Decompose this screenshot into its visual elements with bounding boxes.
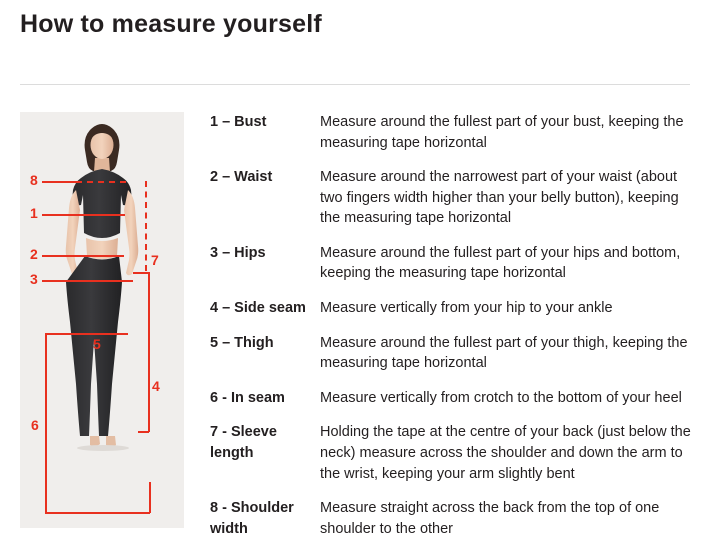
marker-line-4 [148,272,150,432]
marker-line-6 [45,333,47,513]
table-row [210,388,695,409]
marker-number-5: 5 [93,336,101,352]
measurement-label: 8 - Shoulder width [210,500,294,537]
table-row [210,167,695,229]
marker-line-6-top [45,333,67,335]
table-row [210,243,695,284]
page-title: How to measure yourself [20,10,322,38]
marker-number-1: 1 [30,205,38,221]
measurement-description: Holding the tape at the centre of your back (just below the neck) measure across the shoulder and down the arm to the wrist, keeping your arm slightly bent [320,424,691,482]
marker-line-7 [145,181,147,271]
marker-line-8 [76,181,126,183]
measurement-description: Measure vertically from your hip to your ankle [320,300,613,317]
measurement-description: Measure around the narrowest part of your waist (about two fingers width higher than your belly button), keeping the measuring tape horizontal [320,169,679,227]
measurement-table [184,112,695,539]
measurement-description: Measure straight across the back from the top of one shoulder to the other [320,500,660,537]
measurement-label: 3 – Hips [210,244,266,261]
measurement-description: Measure around the fullest part of your hips and bottom, keeping the measuring tape horizontal [320,244,681,282]
measurement-description: Measure around the fullest part of your bust, keeping the measuring tape horizontal [320,114,684,151]
header-divider [20,84,690,85]
marker-line-1 [42,214,125,216]
marker-number-8: 8 [30,172,38,188]
marker-line-3 [42,280,133,282]
measurement-description: Measure vertically from crotch to the bottom of your heel [320,389,682,406]
table-row [210,422,695,484]
marker-number-4: 4 [152,378,160,394]
table-row [210,498,695,539]
leader-line-8 [42,181,76,183]
measurement-label: 6 - In seam [210,389,285,406]
marker-line-6-bottom [45,512,150,514]
marker-line-5 [66,333,128,335]
marker-number-6: 6 [31,417,39,433]
table-row [210,112,695,153]
marker-line-4-bottom [138,431,149,433]
measurement-label: 7 - Sleeve length [210,424,277,461]
guide-content [20,112,695,539]
measurement-figure [20,112,184,528]
measurement-label: 2 – Waist [210,169,273,186]
marker-number-2: 2 [30,246,38,262]
measurement-description: Measure around the fullest part of your thigh, keeping the measuring tape horizontal [320,334,688,372]
marker-number-3: 3 [30,271,38,287]
measurement-label: 4 – Side seam [210,300,306,317]
measurement-label: 5 – Thigh [210,334,274,351]
marker-line-4-top [133,272,149,274]
table-row [210,333,695,374]
table-row [210,298,695,319]
marker-line-2 [42,255,124,257]
marker-number-7: 7 [151,252,159,268]
marker-line-6-right [149,482,151,513]
measurement-label: 1 – Bust [210,114,267,130]
